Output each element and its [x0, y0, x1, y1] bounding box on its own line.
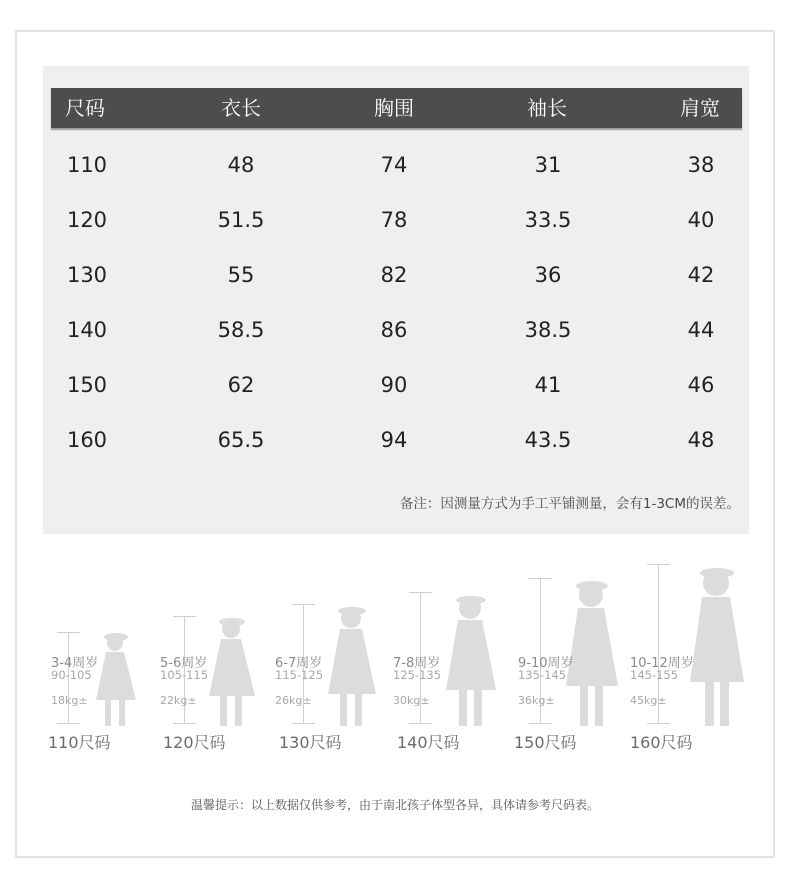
cell-sleeve: 38.5 — [524, 318, 572, 342]
header-shoulder: 肩宽 — [680, 96, 720, 120]
height-range: 105-115 — [160, 668, 209, 682]
height-range: 115-125 — [275, 668, 324, 682]
cell-length: 48 — [227, 153, 255, 177]
cell-length: 62 — [227, 373, 255, 397]
cell-sleeve: 43.5 — [524, 428, 572, 452]
table-row — [0, 365, 790, 405]
weight-label: 30kg± — [393, 694, 430, 707]
cell-shoulder: 42 — [687, 263, 715, 287]
table-row — [0, 145, 790, 185]
age-label: 10-12周岁 — [630, 656, 694, 671]
weight-label: 36kg± — [518, 694, 555, 707]
child-silhouette-icon — [84, 628, 144, 728]
cell-length: 51.5 — [217, 208, 265, 232]
cell-chest: 78 — [380, 208, 408, 232]
child-silhouette-icon — [318, 600, 382, 728]
child-silhouette-icon — [199, 612, 261, 728]
size-code: 160尺码 — [630, 733, 693, 752]
cell-size: 150 — [66, 373, 108, 397]
cell-chest: 94 — [380, 428, 408, 452]
cell-length: 58.5 — [217, 318, 265, 342]
cell-sleeve: 31 — [534, 153, 562, 177]
size-code: 140尺码 — [397, 733, 460, 752]
header-chest: 胸围 — [374, 96, 414, 120]
height-range: 90-105 — [51, 668, 92, 682]
cell-size: 120 — [66, 208, 108, 232]
height-range: 145-155 — [630, 668, 679, 682]
height-range: 135-145 — [518, 668, 567, 682]
child-silhouette-icon — [436, 588, 502, 728]
cell-size: 160 — [66, 428, 108, 452]
cell-size: 140 — [66, 318, 108, 342]
cell-chest: 90 — [380, 373, 408, 397]
cell-size: 130 — [66, 263, 108, 287]
cell-length: 65.5 — [217, 428, 265, 452]
cell-shoulder: 44 — [687, 318, 715, 342]
weight-label: 18kg± — [51, 694, 88, 707]
cell-shoulder: 40 — [687, 208, 715, 232]
size-code: 130尺码 — [279, 733, 342, 752]
cell-chest: 74 — [380, 153, 408, 177]
size-table-header — [51, 88, 742, 128]
table-row — [0, 310, 790, 350]
warm-tip: 温馨提示：以上数据仅供参考，由于南北孩子体型各异，具体请参考尺码表。 — [190, 798, 599, 812]
age-label: 9-10周岁 — [518, 656, 574, 671]
weight-label: 26kg± — [275, 694, 312, 707]
size-code: 150尺码 — [514, 733, 577, 752]
cell-sleeve: 41 — [534, 373, 562, 397]
cell-sleeve: 36 — [534, 263, 562, 287]
cell-size: 110 — [66, 153, 108, 177]
measurement-note: 备注：因测量方式为手工平铺测量，会有1-3CM的误差。 — [399, 496, 740, 512]
size-code: 120尺码 — [163, 733, 226, 752]
size-code: 110尺码 — [48, 733, 111, 752]
age-label: 3-4周岁 — [51, 656, 99, 671]
size-table-panel — [43, 66, 749, 534]
cell-shoulder: 46 — [687, 373, 715, 397]
header-length: 衣长 — [221, 96, 261, 120]
age-label: 7-8周岁 — [393, 656, 441, 671]
height-range: 125-135 — [393, 668, 442, 682]
header-sleeve: 袖长 — [527, 96, 567, 120]
table-row — [0, 420, 790, 460]
cell-sleeve: 33.5 — [524, 208, 572, 232]
weight-label: 22kg± — [160, 694, 197, 707]
table-row — [0, 255, 790, 295]
child-silhouette-icon — [680, 560, 750, 728]
cell-chest: 82 — [380, 263, 408, 287]
header-size: 尺码 — [65, 96, 105, 120]
cell-length: 55 — [227, 263, 255, 287]
age-label: 6-7周岁 — [275, 656, 323, 671]
age-label: 5-6周岁 — [160, 656, 208, 671]
table-row — [0, 200, 790, 240]
weight-label: 45kg± — [630, 694, 667, 707]
child-silhouette-icon — [556, 574, 624, 728]
cell-shoulder: 38 — [687, 153, 715, 177]
cell-shoulder: 48 — [687, 428, 715, 452]
cell-chest: 86 — [380, 318, 408, 342]
